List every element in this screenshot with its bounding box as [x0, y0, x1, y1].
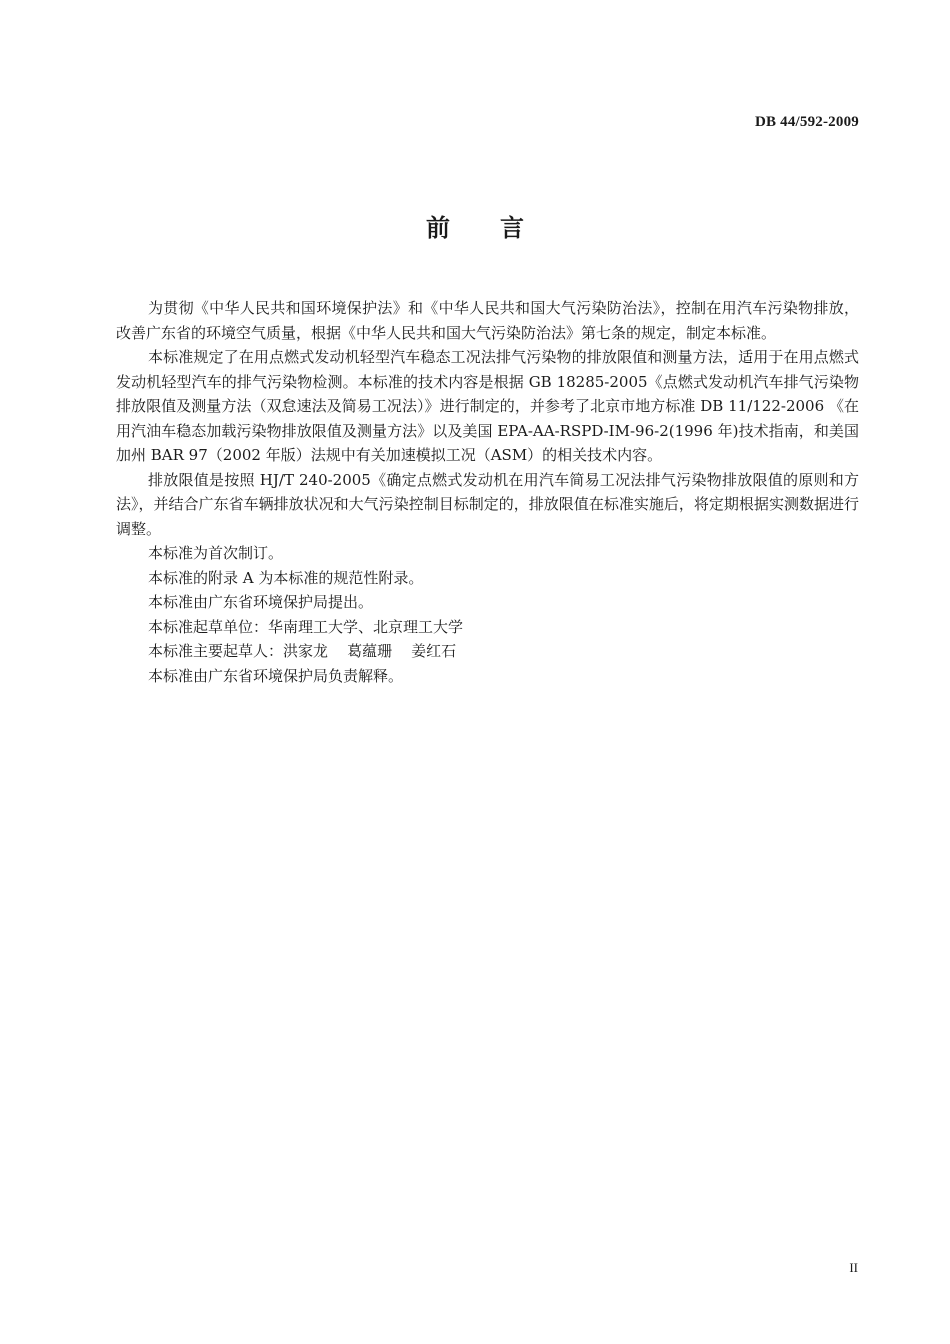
line-proposer: 本标准由广东省环境保护局提出。 — [148, 593, 374, 611]
page-title-char-2: 言 — [500, 214, 524, 242]
foreword-body — [116, 296, 859, 688]
paragraph-purpose: 为贯彻《中华人民共和国环境保护法》和《中华人民共和国大气污染防治法》，控制在用汽车污染物排放，改善广东省的环境空气质量，根据《中华人民共和国大气污染防治法》第七条的规定，制定本标准。 — [116, 299, 859, 342]
line-appendix: 本标准的附录 A 为本标准的规范性附录。 — [148, 568, 424, 587]
line-drafters: 本标准主要起草人：洪家龙 葛蕴珊 姜红石 — [148, 642, 457, 660]
document-code: DB 44/592-2009 — [754, 114, 859, 130]
paragraph-scope: 本标准规定了在用点燃式发动机轻型汽车稳态工况法排气污染物的排放限值和测量方法，适用于在用点燃式发动机轻型汽车的排气污染物检测。本标准的技术内容是根据 GB 18285-2005《点燃式发动机汽车排气污染物排放限值及测量方法（双怠速法及简易工况法）》进行制定的，并参考了北京市地方标准 DB 11/122-2006 《在用汽油车稳态加载污染物排放限值及测量方法》以及美国 EPA-AA-RSPD-IM-96-2(1996 年)技术指南，和美国加州 BAR 97（2002 年版）法规中有关加速模拟工况（ASM）的相关技术内容。 — [116, 348, 859, 464]
line-interpretation: 本标准由广东省环境保护局负责解释。 — [148, 666, 404, 685]
line-drafting-units: 本标准起草单位：华南理工大学、北京理工大学 — [148, 617, 464, 636]
line-first-edition: 本标准为首次制订。 — [148, 544, 284, 562]
paragraph-limits: 排放限值是按照 HJ/T 240-2005《确定点燃式发动机在用汽车简易工况法排气污染物排放限值的原则和方法》，并结合广东省车辆排放状况和大气污染控制目标制定的，排放限值在标准实施后，将定期根据实测数据进行调整。 — [116, 470, 859, 538]
page-number: II — [849, 1260, 858, 1275]
page-title-char-1: 前 — [426, 214, 450, 242]
page-title — [0, 208, 950, 243]
